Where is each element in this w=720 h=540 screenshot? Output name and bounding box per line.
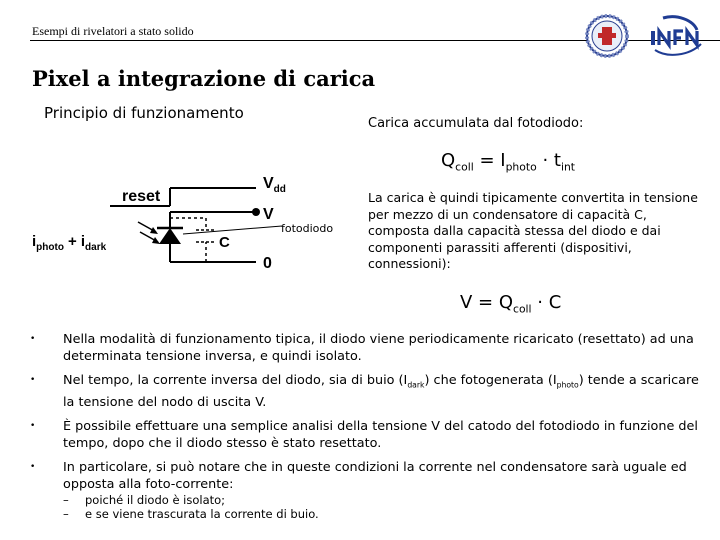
current-label: $i_{photo} + i_{dark}$ — [32, 233, 107, 253]
header-text: Esempi di rivelatori a stato solido — [32, 24, 194, 38]
bullet-list — [30, 331, 700, 528]
circuit-diagram — [20, 170, 300, 280]
photodiode-icon — [159, 228, 181, 244]
voltage-formula: $V = Q_{coll} \cdot C$ — [460, 292, 562, 316]
list-item: • Nella modalità di funzionamento tipica, il diodo viene periodicamente ricaricato (resettato) ad una determinata tensione inversa, e quindi isolato. — [30, 332, 694, 364]
v-node-dot — [252, 208, 260, 216]
list-item: • In particolare, si può notare che in queste condizioni la corrente nel condensatore sarà uguale ed opposta alla foto-corrente: – poiché il diodo è isolato; – e se viene trascurata la corrente di buio. — [30, 459, 700, 521]
conversion-paragraph: La carica è quindi tipicamente convertita in tensione per mezzo di un condensatore di capacità C, composta dalla capacità stessa del diodo e dai componenti parassiti afferenti (dispositivi, connessioni): — [368, 190, 698, 271]
infn-logo-icon — [645, 14, 707, 58]
v-node-label: V — [263, 206, 274, 223]
reset-label: reset — [122, 188, 161, 205]
subtitle: Principio di funzionamento — [44, 104, 244, 122]
charge-formula: $Q_{coll} = I_{photo} \cdot t_{int}$ — [441, 150, 576, 174]
sub-list-item: – poiché il diodo è isolato; — [63, 492, 226, 507]
ground-label: 0 — [263, 255, 272, 272]
vdd-label: $V_{dd}$ — [263, 175, 286, 195]
capacitor-label: C — [219, 234, 230, 251]
sub-list — [63, 493, 700, 521]
university-seal-icon — [580, 14, 634, 58]
page-title: Pixel a integrazione di carica — [32, 66, 376, 91]
charge-heading: Carica accumulata dal fotodiodo: — [368, 116, 584, 131]
list-item: • È possibile effettuare una semplice analisi della tensione V del catodo del fotodiodo in funzione del tempo, dopo che il diodo stesso è stato resettato. — [30, 418, 698, 451]
sub-list-item: – e se viene trascurata la corrente di buio. — [63, 506, 319, 521]
fotodiodo-label: fotodiodo — [281, 222, 334, 235]
list-item: • Nel tempo, la corrente inversa del diodo, sia di buio $(I_{dark})$ che fotogenerata $(I_{photo})$ tende a scaricare la tensione del nodo di uscita V. — [30, 373, 699, 410]
